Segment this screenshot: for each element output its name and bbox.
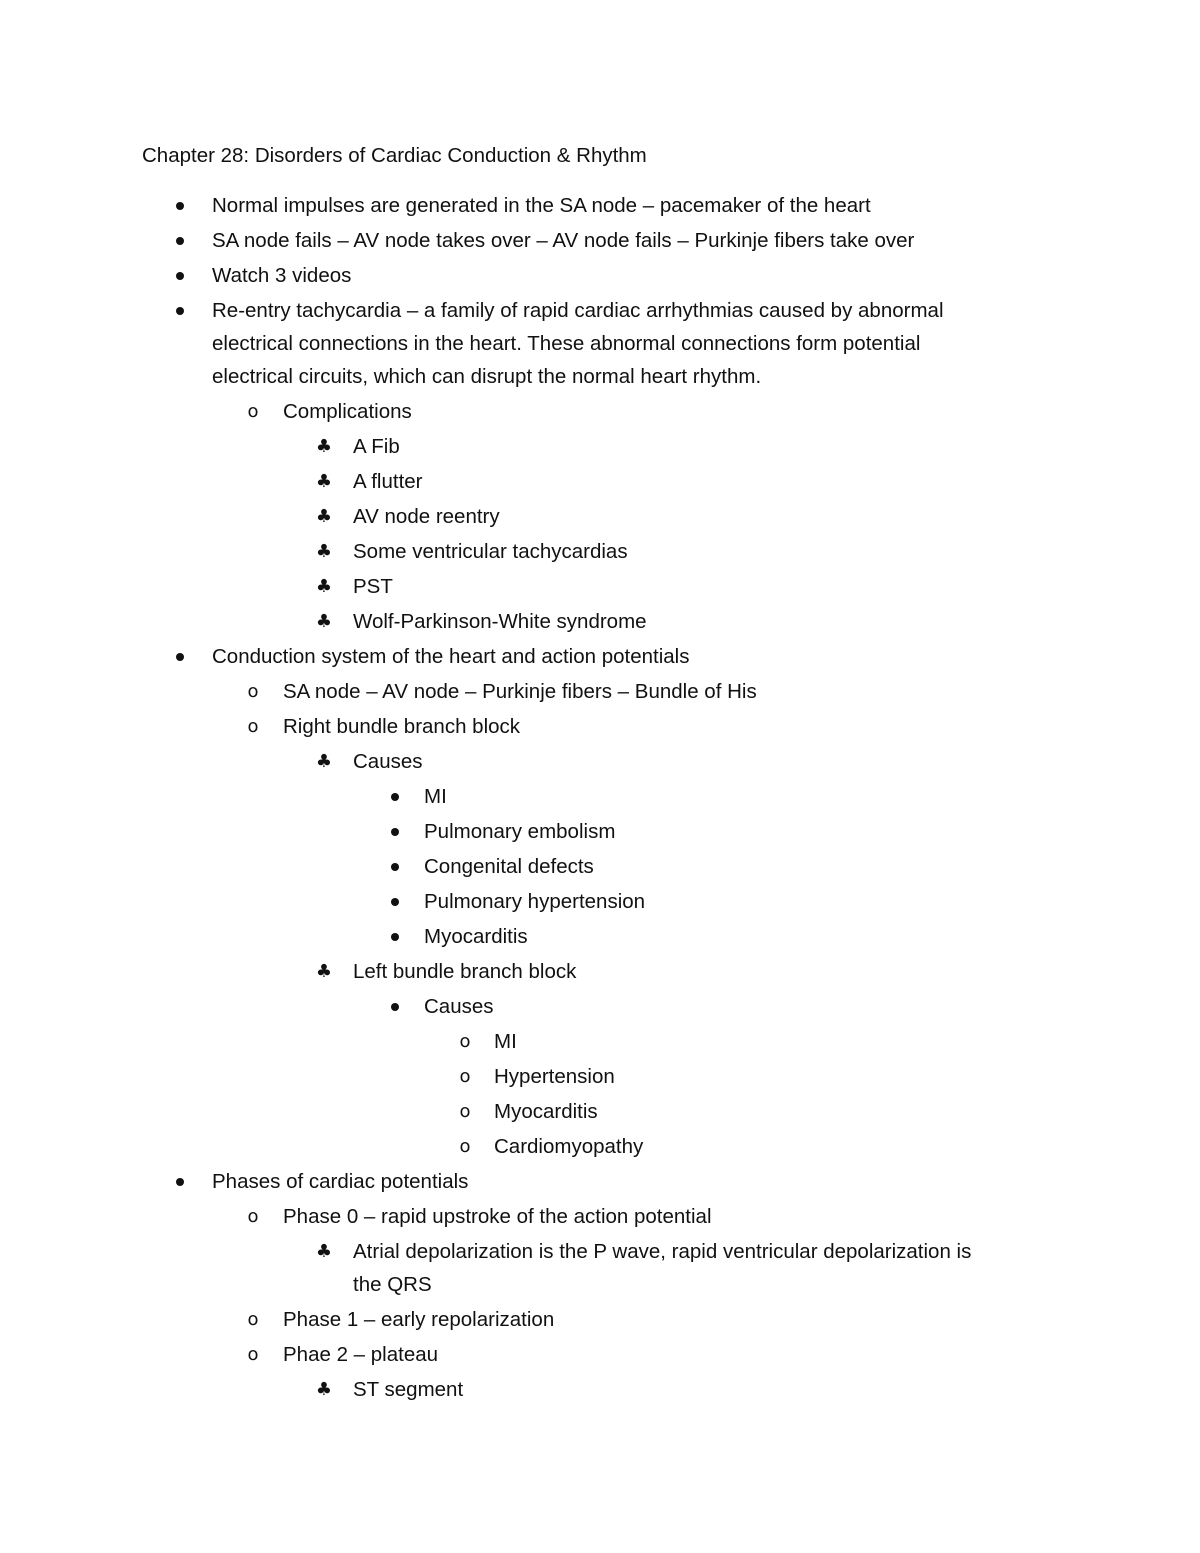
list-item-text: A flutter xyxy=(353,470,423,493)
list-item-text: Watch 3 videos xyxy=(212,264,352,287)
bullet-club-icon: ♣ xyxy=(315,961,333,982)
bullet-dot-icon xyxy=(385,783,405,801)
list-item-text: Left bundle branch block xyxy=(353,960,577,983)
list-item-text: Causes xyxy=(424,995,494,1018)
list-item-text: electrical circuits, which can disrupt the normal heart rhythm. xyxy=(212,365,762,388)
list-item-text: Phase 1 – early repolarization xyxy=(283,1308,555,1331)
list-item-text: AV node reentry xyxy=(353,505,500,528)
list-item-text: Some ventricular tachycardias xyxy=(353,540,628,563)
bullet-dot-icon xyxy=(170,227,190,245)
list-item-text: Cardiomyopathy xyxy=(494,1135,644,1158)
bullet-dot-icon xyxy=(385,923,405,941)
list-item-text: Phase 0 – rapid upstroke of the action potential xyxy=(283,1205,712,1228)
bullet-club-icon: ♣ xyxy=(315,1241,333,1262)
list-item-text: Atrial depolarization is the P wave, rapid ventricular depolarization is xyxy=(353,1240,972,1263)
list-item-text: Conduction system of the heart and action potentials xyxy=(212,645,690,668)
list-item-text: PST xyxy=(353,575,393,598)
list-item-text: Congenital defects xyxy=(424,855,594,878)
bullet-dot-icon xyxy=(385,853,405,871)
list-item-text: ST segment xyxy=(353,1378,464,1401)
bullet-club-icon: ♣ xyxy=(315,611,333,632)
list-item-text: Myocarditis xyxy=(424,925,528,948)
bullet-ring-icon: o xyxy=(459,1136,471,1157)
bullet-ring-icon: o xyxy=(247,716,259,737)
list-item-text: A Fib xyxy=(353,435,400,458)
list-item-text: Phases of cardiac potentials xyxy=(212,1170,469,1193)
bullet-ring-icon: o xyxy=(459,1066,471,1087)
list-item-text: MI xyxy=(494,1030,517,1053)
bullet-ring-icon: o xyxy=(247,1309,259,1330)
bullet-dot-icon xyxy=(170,1168,190,1186)
list-item-text: Normal impulses are generated in the SA node – pacemaker of the heart xyxy=(212,194,871,217)
list-item-text: Pulmonary embolism xyxy=(424,820,616,843)
list-item-text: SA node fails – AV node takes over – AV node fails – Purkinje fibers take over xyxy=(212,229,915,252)
list-item-text: MI xyxy=(424,785,447,808)
bullet-dot-icon xyxy=(170,192,190,210)
list-item-text: Hypertension xyxy=(494,1065,615,1088)
list-item-text: Pulmonary hypertension xyxy=(424,890,646,913)
bullet-club-icon: ♣ xyxy=(315,471,333,492)
list-item-text: the QRS xyxy=(353,1273,432,1296)
bullet-club-icon: ♣ xyxy=(315,541,333,562)
bullet-club-icon: ♣ xyxy=(315,751,333,772)
list-item-text: Right bundle branch block xyxy=(283,715,521,738)
list-item-text: SA node – AV node – Purkinje fibers – Bundle of His xyxy=(283,680,757,703)
bullet-club-icon: ♣ xyxy=(315,1379,333,1400)
bullet-dot-icon xyxy=(170,262,190,280)
bullet-club-icon: ♣ xyxy=(315,576,333,597)
bullet-ring-icon: o xyxy=(247,1344,259,1365)
bullet-ring-icon: o xyxy=(247,401,259,422)
list-item-text: Phae 2 – plateau xyxy=(283,1343,439,1366)
bullet-dot-icon xyxy=(170,643,190,661)
list-item-text: Wolf-Parkinson-White syndrome xyxy=(353,610,647,633)
bullet-club-icon: ♣ xyxy=(315,506,333,527)
bullet-ring-icon: o xyxy=(247,1206,259,1227)
bullet-dot-icon xyxy=(385,993,405,1011)
list-item-text: Causes xyxy=(353,750,423,773)
list-item-text: Myocarditis xyxy=(494,1100,598,1123)
list-item-text: Complications xyxy=(283,400,412,423)
bullet-ring-icon: o xyxy=(247,681,259,702)
bullet-dot-icon xyxy=(385,818,405,836)
document-title: Chapter 28: Disorders of Cardiac Conduction & Rhythm xyxy=(142,144,647,167)
bullet-ring-icon: o xyxy=(459,1101,471,1122)
list-item-text: electrical connections in the heart. These abnormal connections form potential xyxy=(212,332,921,355)
bullet-dot-icon xyxy=(170,297,190,315)
bullet-ring-icon: o xyxy=(459,1031,471,1052)
list-item-text: Re-entry tachycardia – a family of rapid cardiac arrhythmias caused by abnormal xyxy=(212,299,944,322)
bullet-club-icon: ♣ xyxy=(315,436,333,457)
bullet-dot-icon xyxy=(385,888,405,906)
